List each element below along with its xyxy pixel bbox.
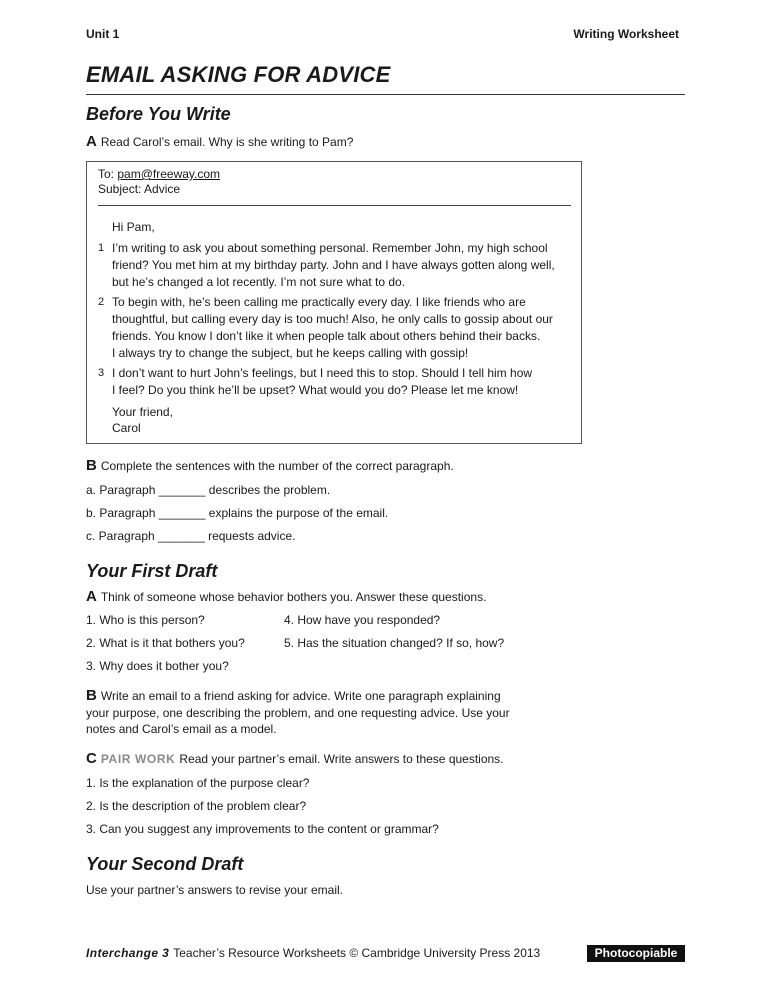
c-item: 1. Is the explanation of the purpose clear? (86, 776, 310, 790)
question-item: 4. How have you responded? (284, 613, 441, 627)
email-paragraph-3-line: I feel? Do you think he’ll be upset? What would you do? Please let me know! (112, 383, 519, 397)
email-paragraph-2-line: To begin with, he’s been calling me practically every day. I like friends who are (112, 295, 526, 309)
footer-brand: Interchange 3 (86, 946, 170, 960)
footer (86, 946, 540, 960)
before-a-text: Read Carol’s email. Why is she writing to Pam? (100, 135, 354, 149)
first-draft-a-text: Think of someone whose behavior bothers you. Answer these questions. (100, 590, 487, 604)
paragraph-number-1: 1 (98, 242, 105, 254)
paragraph-number-2: 2 (98, 296, 105, 308)
b-item: c. Paragraph _______ requests advice. (86, 529, 296, 543)
before-b-instruction (86, 457, 454, 474)
worksheet-type: Writing Worksheet (573, 27, 679, 41)
question-item: 5. Has the situation changed? If so, how? (284, 636, 505, 650)
b-item: b. Paragraph _______ explains the purpose of the email. (86, 506, 389, 520)
before-you-write-heading: Before You Write (86, 104, 231, 124)
c-item: 3. Can you suggest any improvements to the content or grammar? (86, 822, 439, 836)
email-paragraph-2-line: I always try to change the subject, but he keeps calling with gossip! (112, 346, 469, 360)
unit-label: Unit 1 (86, 27, 120, 41)
email-to (98, 167, 220, 181)
email-to-label: To: (98, 167, 115, 181)
first-draft-b-line: your purpose, one describing the problem, and one requesting advice. Use your (86, 706, 510, 720)
question-item: 2. What is it that bothers you? (86, 636, 245, 650)
email-divider (98, 205, 571, 206)
first-draft-a-letter: A (86, 588, 97, 605)
first-draft-c-instruction (86, 750, 504, 767)
email-paragraph-1-line: friend? You met him at my birthday party. John and I have always gotten along well, (112, 258, 555, 272)
c-item: 2. Is the description of the problem clear? (86, 799, 307, 813)
email-to-address[interactable]: pam@freeway.com (117, 167, 221, 181)
pair-work-label: PAIR WORK (100, 752, 176, 766)
before-a-letter: A (86, 133, 97, 150)
first-draft-a-instruction (86, 588, 486, 605)
question-item: 3. Why does it bother you? (86, 659, 229, 673)
email-paragraph-2-line: friends. You know I don’t like it when people talk about others behind their backs. (112, 329, 541, 343)
title-divider (86, 94, 685, 95)
first-draft-c-letter: C (86, 750, 97, 767)
email-greeting: Hi Pam, (112, 220, 155, 234)
paragraph-number-3: 3 (98, 367, 105, 379)
before-b-text: Complete the sentences with the number of the correct paragraph. (100, 459, 454, 473)
photocopiable-badge: Photocopiable (587, 945, 685, 962)
b-item: a. Paragraph _______ describes the problem. (86, 483, 331, 497)
email-closing: Your friend, (112, 405, 173, 419)
before-b-letter: B (86, 457, 97, 474)
email-signature: Carol (112, 421, 141, 435)
first-draft-c-text: Read your partner’s email. Write answers to these questions. (179, 752, 504, 766)
email-paragraph-1-line: but he’s changed a lot recently. I’m not sure what to do. (112, 275, 406, 289)
first-draft-heading: Your First Draft (86, 561, 218, 581)
email-subject: Subject: Advice (98, 182, 181, 196)
footer-text: Teacher’s Resource Worksheets © Cambridge University Press 2013 (173, 946, 541, 960)
page-title: EMAIL ASKING FOR ADVICE (86, 62, 391, 87)
first-draft-b-text: Write an email to a friend asking for advice. Write one paragraph explaining (100, 689, 501, 703)
before-a-instruction (86, 133, 353, 150)
email-paragraph-3-line: I don’t want to hurt John’s feelings, but I need this to stop. Should I tell him how (112, 366, 533, 380)
first-draft-b-line (86, 687, 501, 704)
email-paragraph-1-line: I’m writing to ask you about something personal. Remember John, my high school (112, 241, 548, 255)
email-paragraph-2-line: thoughtful, but calling every day is too much! Also, he only calls to gossip about our (112, 312, 553, 326)
question-item: 1. Who is this person? (86, 613, 205, 627)
email-box (86, 161, 582, 444)
second-draft-text: Use your partner’s answers to revise your email. (86, 883, 343, 897)
first-draft-b-letter: B (86, 687, 97, 704)
second-draft-heading: Your Second Draft (86, 854, 244, 874)
first-draft-b-line: notes and Carol’s email as a model. (86, 722, 277, 736)
